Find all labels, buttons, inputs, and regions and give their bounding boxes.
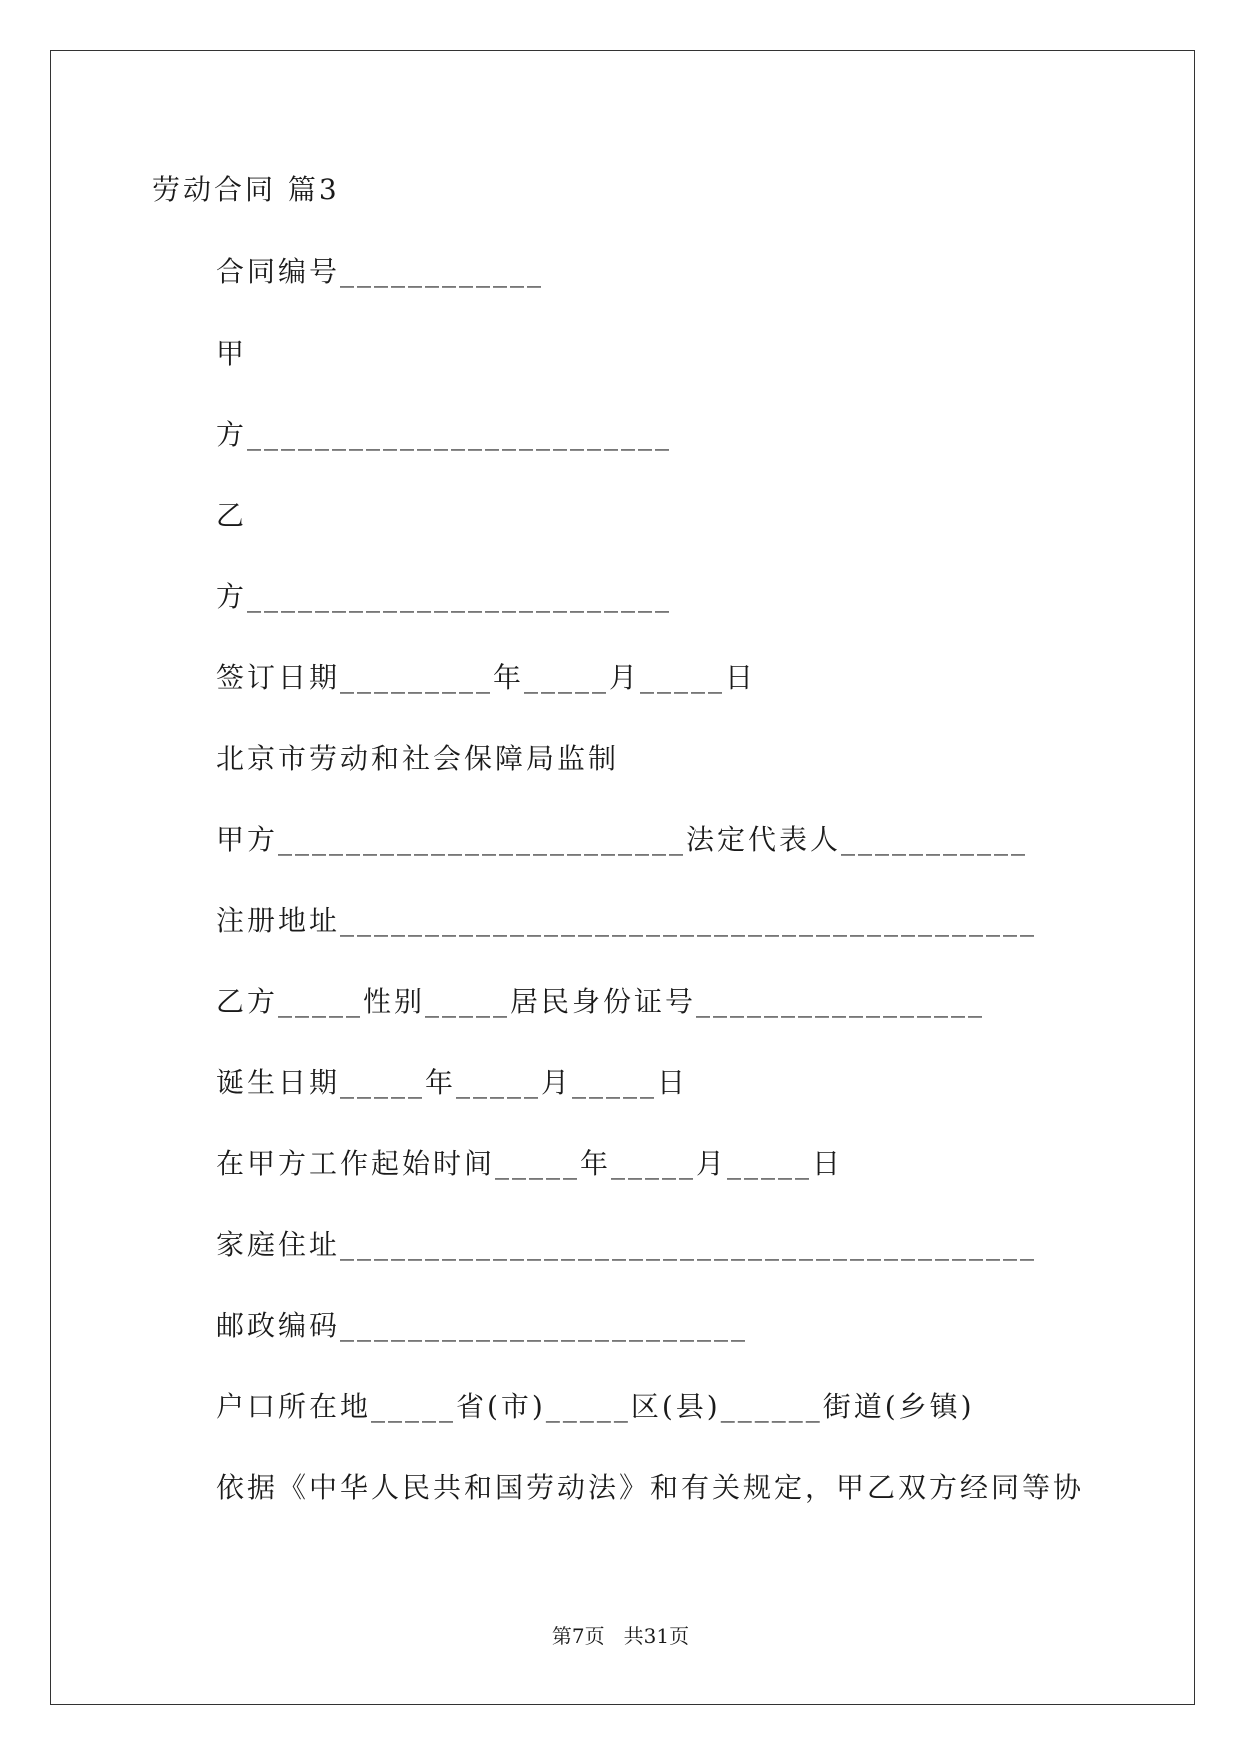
party-b-info-line: 乙方_____性别_____居民身份证号_________________ <box>216 985 986 1018</box>
contract-number-line: 合同编号____________ <box>216 255 545 288</box>
party-b-blank-line: 方_________________________ <box>216 580 673 613</box>
party-a-blank-line: 方_________________________ <box>216 418 673 451</box>
registered-address-line: 注册地址_________________________________________ <box>216 904 1038 937</box>
signing-date-line: 签订日期_________年_____月_____日 <box>216 661 757 694</box>
home-address-line: 家庭住址_________________________________________ <box>216 1228 1038 1261</box>
household-registration-line: 户口所在地_____省(市)_____区(县)______街道(乡镇) <box>216 1390 975 1423</box>
body-paragraph-line: 依据《中华人民共和国劳动法》和有关规定，甲乙双方经同等协 <box>216 1471 1085 1504</box>
supervisor-line: 北京市劳动和社会保障局监制 <box>216 742 620 775</box>
start-date-line: 在甲方工作起始时间_____年_____月_____日 <box>216 1147 844 1180</box>
postal-code-line: 邮政编码________________________ <box>216 1309 749 1342</box>
document-title: 劳动合同 篇3 <box>152 173 340 206</box>
party-b-label-line: 乙 <box>216 499 248 532</box>
page-frame <box>50 50 1195 1705</box>
page-number-footer: 第7页 共31页 <box>551 1624 690 1648</box>
party-a-representative-line: 甲方________________________法定代表人___________ <box>216 823 1029 856</box>
birth-date-line: 诞生日期_____年_____月_____日 <box>216 1066 689 1099</box>
party-a-label-line: 甲 <box>216 337 248 370</box>
